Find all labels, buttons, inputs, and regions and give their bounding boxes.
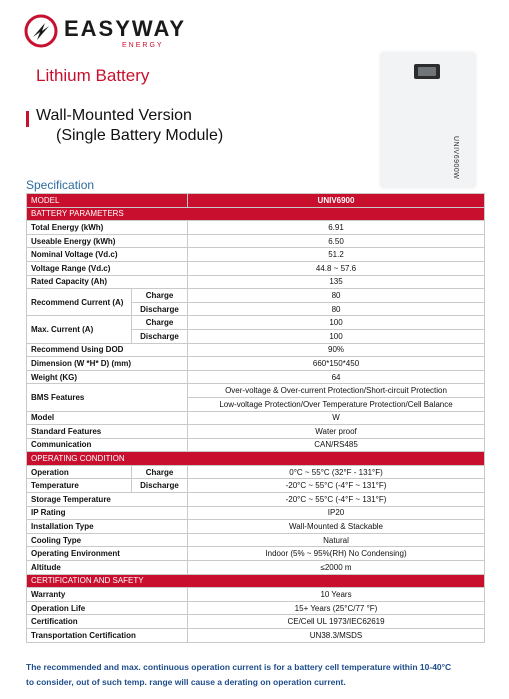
table-row bbox=[27, 221, 485, 235]
table-row bbox=[27, 370, 485, 384]
table-row bbox=[27, 533, 485, 547]
section-battery bbox=[27, 207, 485, 221]
table-row bbox=[27, 438, 485, 452]
section-title: CERTIFICATION AND SAFETY bbox=[27, 574, 485, 588]
table-row bbox=[27, 289, 485, 303]
row-value: 80 bbox=[188, 289, 485, 303]
row-label: Model bbox=[27, 411, 188, 425]
row-label: Installation Type bbox=[27, 520, 188, 534]
table-row bbox=[27, 506, 485, 520]
table-row bbox=[27, 261, 485, 275]
row-value: 51.2 bbox=[188, 248, 485, 262]
brand-tagline: ENERGY bbox=[122, 42, 164, 49]
row-value: -20°C ~ 55°C (-4°F ~ 131°F) bbox=[188, 493, 485, 507]
row-value: Wall-Mounted & Stackable bbox=[188, 520, 485, 534]
table-header-row bbox=[27, 194, 485, 208]
row-value: CE/Cell UL 1973/IEC62619 bbox=[188, 615, 485, 629]
row-value: ≤2000 m bbox=[188, 561, 485, 575]
row-value: 6.91 bbox=[188, 221, 485, 235]
table-row bbox=[27, 275, 485, 289]
row-label: Total Energy (kWh) bbox=[27, 221, 188, 235]
table-row bbox=[27, 561, 485, 575]
row-label: Dimension (W *H* D) (mm) bbox=[27, 357, 188, 371]
battery-product-image bbox=[380, 52, 476, 188]
version-subtitle: (Single Battery Module) bbox=[56, 127, 224, 144]
row-value: 0°C ~ 55°C (32°F - 131°F) bbox=[188, 465, 485, 479]
row-sublabel: Discharge bbox=[132, 479, 188, 493]
row-value: 90% bbox=[188, 343, 485, 357]
version-accent-bar bbox=[26, 111, 29, 127]
row-value: Over-voltage & Over-current Protection/Short-circuit Protection bbox=[188, 384, 485, 398]
row-value: 100 bbox=[188, 316, 485, 330]
footnote-line-1: The recommended and max. continuous operation current is for a battery cell temperature within 10-40°C bbox=[26, 662, 452, 672]
brand-name: EASYWAY bbox=[64, 16, 187, 41]
row-label: Operation bbox=[27, 465, 132, 479]
footnote-line-2: to consider, out of such temp. range will cause a derating on operation current. bbox=[26, 677, 346, 687]
row-sublabel: Discharge bbox=[132, 302, 188, 316]
table-row bbox=[27, 425, 485, 439]
row-label: Weight (KG) bbox=[27, 370, 188, 384]
row-value: Water proof bbox=[188, 425, 485, 439]
brand-logo bbox=[24, 14, 194, 54]
row-value: -20°C ~ 55°C (-4°F ~ 131°F) bbox=[188, 479, 485, 493]
row-label: Certification bbox=[27, 615, 188, 629]
table-row bbox=[27, 357, 485, 371]
table-row bbox=[27, 601, 485, 615]
footnote bbox=[26, 660, 496, 690]
row-label: Operating Environment bbox=[27, 547, 188, 561]
row-label: Recommend Using DOD bbox=[27, 343, 188, 357]
row-value: 100 bbox=[188, 329, 485, 343]
row-value: W bbox=[188, 411, 485, 425]
row-sublabel: Discharge bbox=[132, 329, 188, 343]
device-display-panel bbox=[418, 67, 436, 76]
section-title: OPERATING CONDITION bbox=[27, 452, 485, 466]
row-label: Nominal Voltage (Vd.c) bbox=[27, 248, 188, 262]
row-label: Communication bbox=[27, 438, 188, 452]
row-label: Recommend Current (A) bbox=[27, 289, 132, 316]
model-header-value: UNIV6900 bbox=[188, 194, 485, 208]
product-title: Lithium Battery bbox=[36, 66, 150, 85]
row-sublabel: Charge bbox=[132, 465, 188, 479]
model-header-label: MODEL bbox=[27, 194, 188, 208]
row-sublabel: Charge bbox=[132, 316, 188, 330]
table-row bbox=[27, 547, 485, 561]
row-value: UN38.3/MSDS bbox=[188, 629, 485, 643]
row-value: 80 bbox=[188, 302, 485, 316]
table-row bbox=[27, 384, 485, 398]
table-row bbox=[27, 588, 485, 602]
section-operating bbox=[27, 452, 485, 466]
row-value: Indoor (5% ~ 95%(RH) No Condensing) bbox=[188, 547, 485, 561]
device-display bbox=[414, 64, 440, 79]
row-label: IP Rating bbox=[27, 506, 188, 520]
table-row bbox=[27, 343, 485, 357]
row-label: Voltage Range (Vd.c) bbox=[27, 261, 188, 275]
row-label: Cooling Type bbox=[27, 533, 188, 547]
row-label: Operation Life bbox=[27, 601, 188, 615]
section-certification bbox=[27, 574, 485, 588]
table-row bbox=[27, 479, 485, 493]
row-value: 44.8 ~ 57.6 bbox=[188, 261, 485, 275]
table-row bbox=[27, 520, 485, 534]
row-value: 135 bbox=[188, 275, 485, 289]
table-row bbox=[27, 316, 485, 330]
row-value: 64 bbox=[188, 370, 485, 384]
row-label: BMS Features bbox=[27, 384, 188, 411]
row-label: Altitude bbox=[27, 561, 188, 575]
row-value: 10 Years bbox=[188, 588, 485, 602]
row-value: 660*150*450 bbox=[188, 357, 485, 371]
row-value: Low-voltage Protection/Over Temperature Protection/Cell Balance bbox=[188, 397, 485, 411]
table-row bbox=[27, 411, 485, 425]
row-label: Warranty bbox=[27, 588, 188, 602]
table-row bbox=[27, 615, 485, 629]
brand-mark-icon bbox=[24, 14, 58, 48]
row-label: Standard Features bbox=[27, 425, 188, 439]
spec-table bbox=[26, 193, 485, 643]
table-row bbox=[27, 629, 485, 643]
row-label: Temperature bbox=[27, 479, 132, 493]
spec-heading: Specification bbox=[26, 178, 95, 192]
device-label: UNIV6900W bbox=[452, 136, 459, 180]
row-sublabel: Charge bbox=[132, 289, 188, 303]
row-value: IP20 bbox=[188, 506, 485, 520]
row-label: Transportation Certification bbox=[27, 629, 188, 643]
row-value: 15+ Years (25°C/77 °F) bbox=[188, 601, 485, 615]
table-row bbox=[27, 248, 485, 262]
row-label: Storage Temperature bbox=[27, 493, 188, 507]
table-row bbox=[27, 465, 485, 479]
row-label: Max. Current (A) bbox=[27, 316, 132, 343]
row-value: CAN/RS485 bbox=[188, 438, 485, 452]
table-row bbox=[27, 234, 485, 248]
row-value: Natural bbox=[188, 533, 485, 547]
row-value: 6.50 bbox=[188, 234, 485, 248]
row-label: Useable Energy (kWh) bbox=[27, 234, 188, 248]
section-title: BATTERY PARAMETERS bbox=[27, 207, 485, 221]
row-label: Rated Capacity (Ah) bbox=[27, 275, 188, 289]
version-title: Wall-Mounted Version bbox=[36, 107, 192, 124]
table-row bbox=[27, 493, 485, 507]
